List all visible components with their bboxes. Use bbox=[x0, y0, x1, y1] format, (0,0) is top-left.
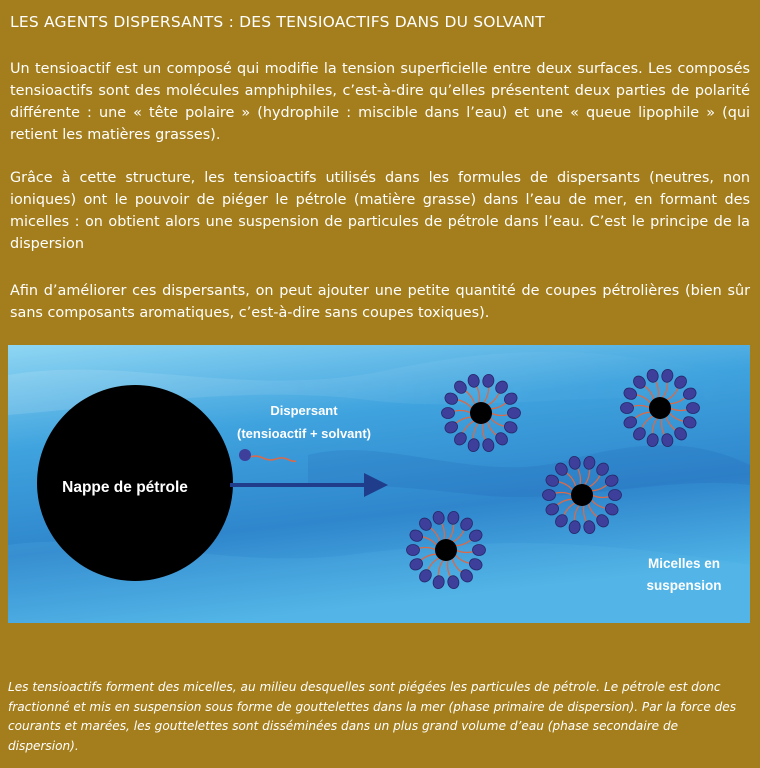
oil-droplet bbox=[435, 539, 457, 561]
figure-caption: Les tensioactifs forment des micelles, au milieu desquelles sont piégées les particules de pétrole. Le pétrole est donc fractionné et mis en suspension sous forme de gouttelettes dans la mer (phase primaire de dispersion). Par la force des courants et marées, les gouttelettes sont disséminées dans un plus grand volume d’eau (phase secondaire de dispersion). bbox=[8, 680, 737, 753]
oil-droplet bbox=[571, 484, 593, 506]
molecule-head bbox=[239, 449, 251, 461]
dispersion-diagram bbox=[8, 345, 750, 623]
polar-head bbox=[407, 545, 420, 556]
polar-head bbox=[473, 545, 486, 556]
paragraph-definition: Un tensioactif est un composé qui modifie la tension superficielle entre deux surfaces. Les composés tensioactifs sont des molécules amphiphiles, c’est-à-dire qu’elles présentent deux parties de polarité différente : une « tête polaire » (hydrophile : miscible dans l’eau) et une « queue lipophile » (qui retient les matières grasses). bbox=[10, 61, 750, 143]
polar-head bbox=[609, 490, 622, 501]
polar-head bbox=[687, 403, 700, 414]
diagram-svg bbox=[8, 345, 750, 623]
polar-head bbox=[543, 490, 556, 501]
paragraph-structure: Grâce à cette structure, les tensioactifs utilisés dans les formules de dispersants (neutres, non ioniques) ont le pouvoir de piéger le pétrole (matière grasse) dans l’eau de mer, en formant des micelles : on obtient alors une suspension de particules de pétrole dans l’eau. C’est le principe de la dispersion bbox=[10, 170, 750, 252]
micelles-sublabel: suspension bbox=[646, 578, 722, 593]
dispersant-sublabel: (tensioactif + solvant) bbox=[237, 426, 371, 441]
page-title: LES AGENTS DISPERSANTS : DES TENSIOACTIFS DANS DU SOLVANT bbox=[10, 13, 545, 31]
polar-head bbox=[442, 408, 455, 419]
micelles-label: Micelles en bbox=[647, 556, 721, 571]
oil-droplet bbox=[470, 402, 492, 424]
dispersant-label: Dispersant bbox=[270, 403, 338, 418]
oil-slick-label: Nappe de pétrole bbox=[62, 479, 188, 496]
polar-head bbox=[621, 403, 634, 414]
polar-head bbox=[508, 408, 521, 419]
paragraph-improvement: Afin d’améliorer ces dispersants, on peut ajouter une petite quantité de coupes pétrolières (bien sûr sans composants aromatiques, c’est-à-dire sans coupes toxiques). bbox=[10, 283, 750, 321]
oil-droplet bbox=[649, 397, 671, 419]
